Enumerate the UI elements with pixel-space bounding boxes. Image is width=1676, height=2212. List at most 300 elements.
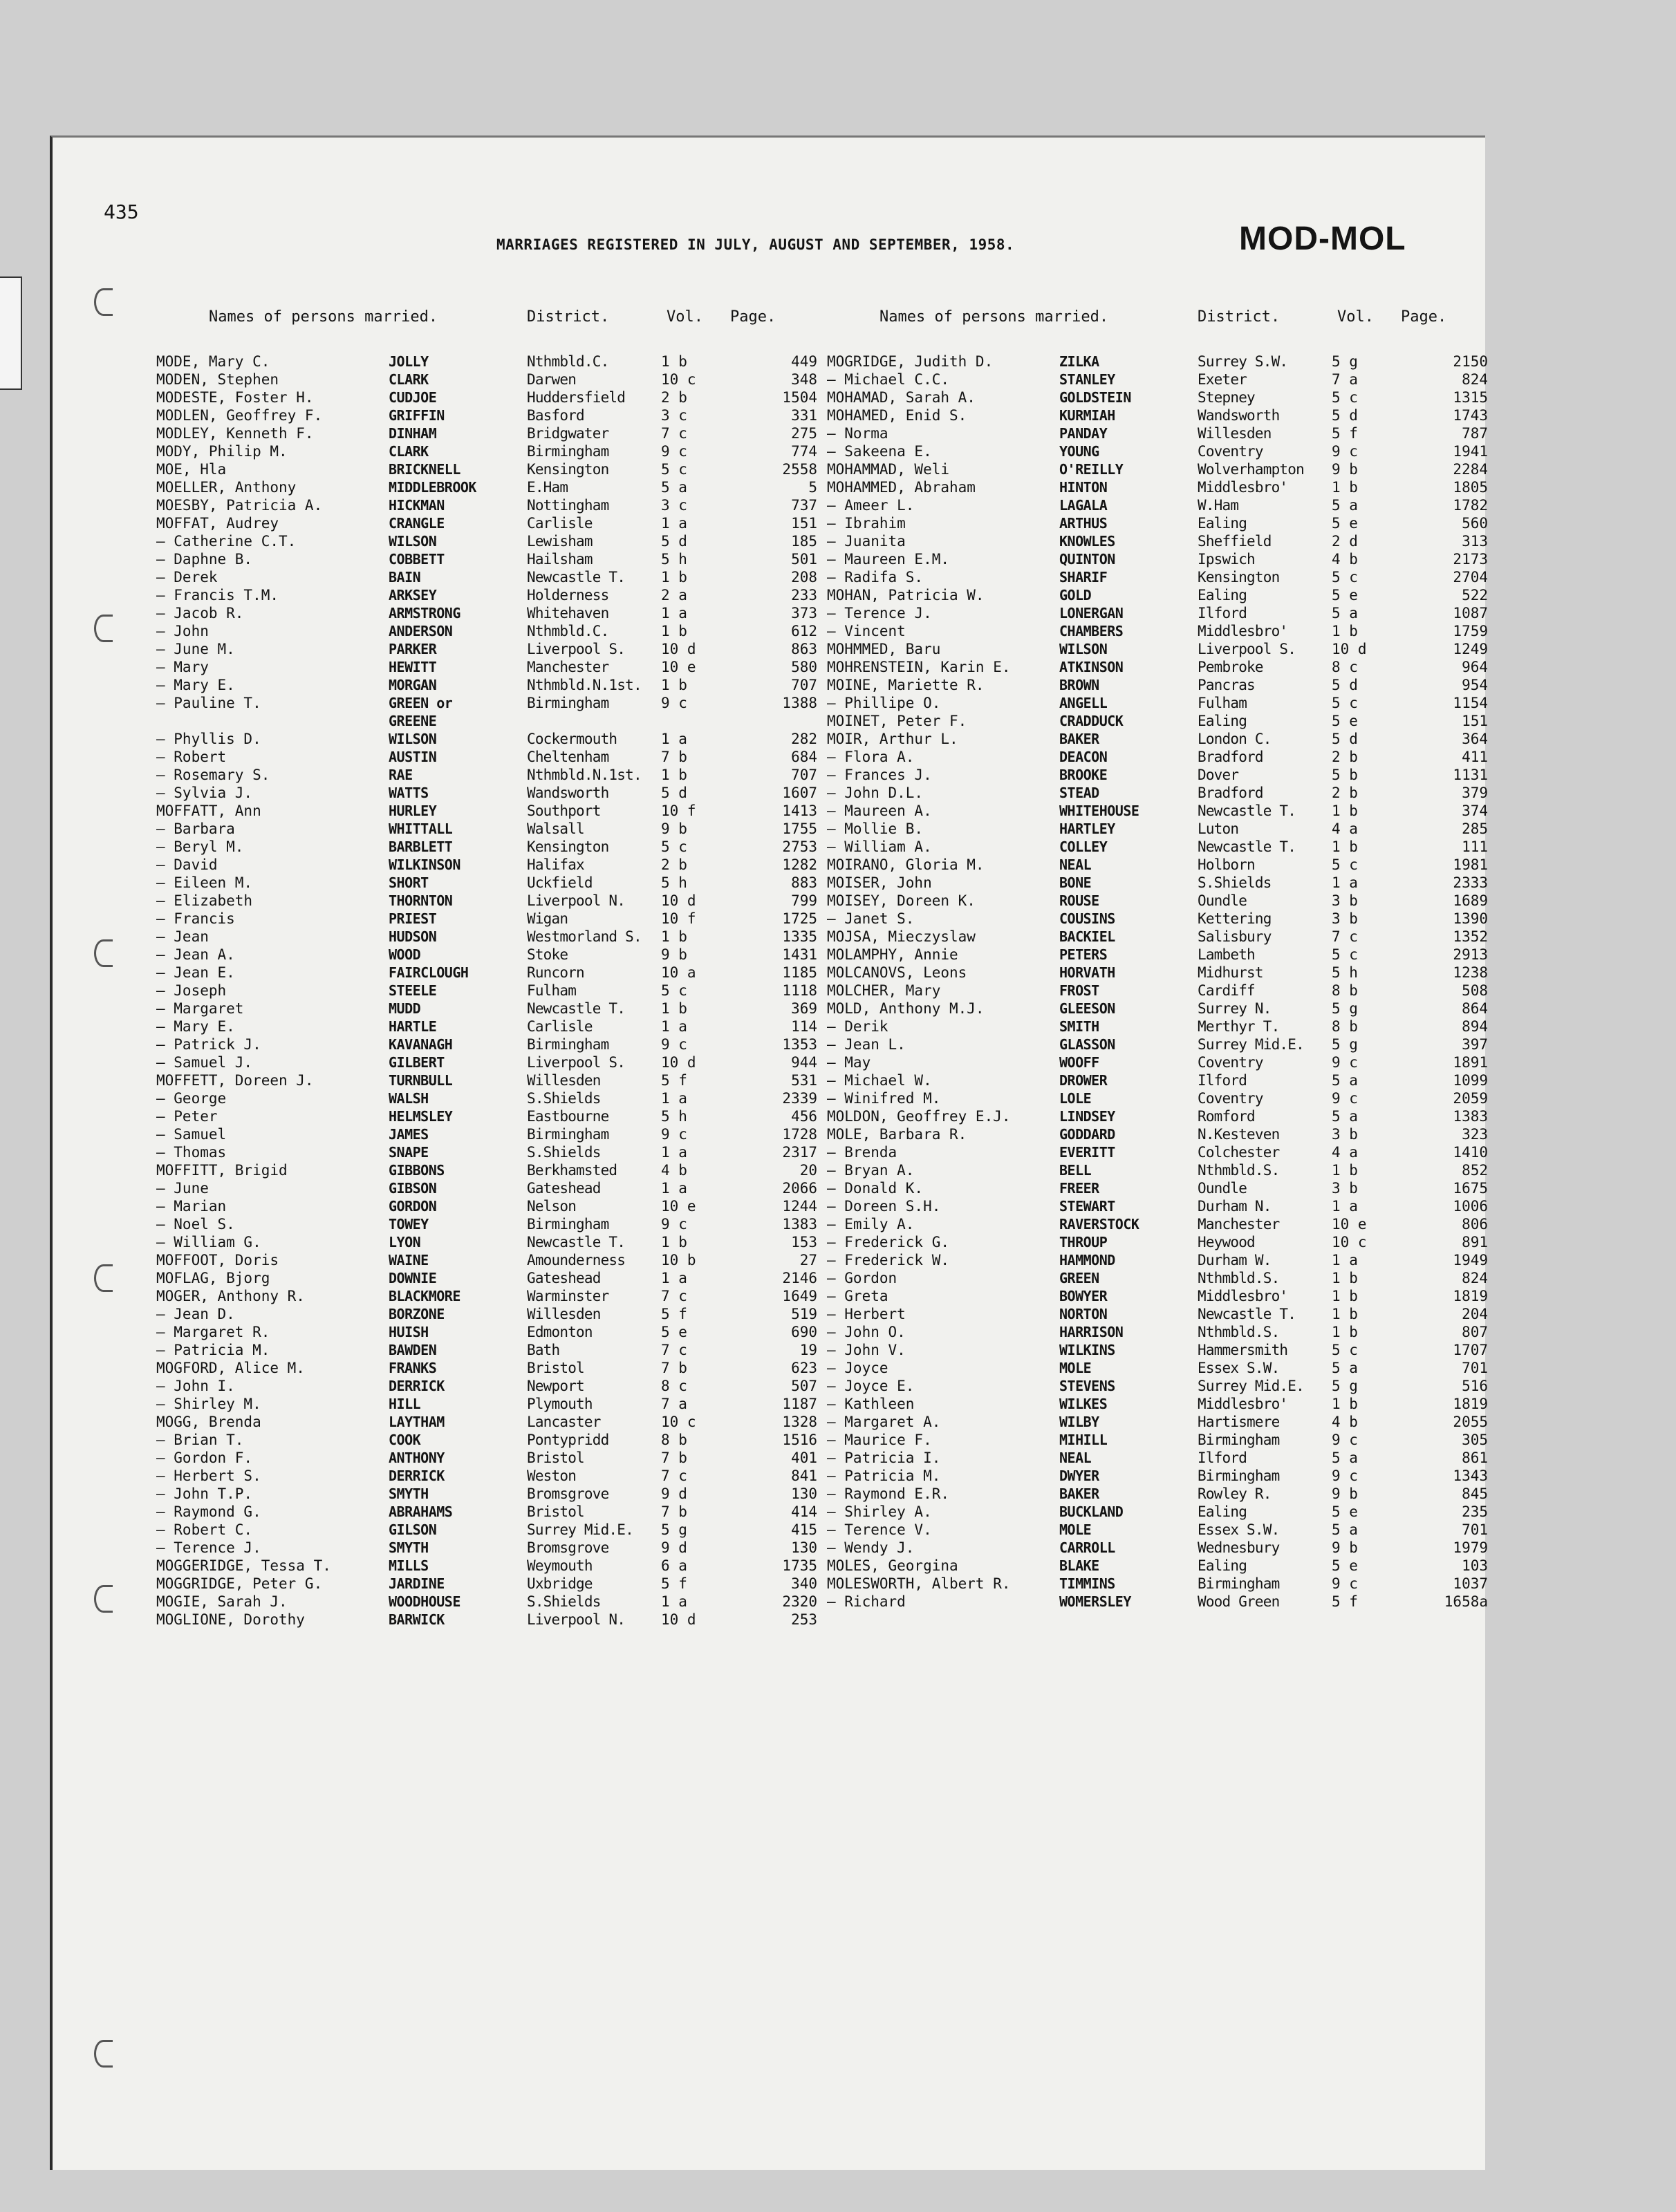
entry-spouse-surname: DERRICK: [389, 1468, 445, 1484]
entry-district: Rowley R.: [1198, 1485, 1272, 1502]
entry-row: [156, 1233, 820, 1251]
entry-row: [156, 496, 820, 514]
entry-district: Coventry: [1198, 443, 1263, 460]
entry-spouse-surname: ANGELL: [1059, 695, 1108, 711]
entry-spouse-surname: JAMES: [389, 1126, 429, 1143]
entry-name: — Pauline T.: [156, 695, 261, 711]
entry-volume: 9 c: [1332, 1575, 1358, 1592]
entry-district: Ilford: [1198, 1450, 1247, 1466]
entry-name: MOFFATT, Ann: [156, 803, 261, 819]
entry-page: 2320: [782, 1593, 817, 1610]
entry-district: Manchester: [1198, 1216, 1280, 1232]
entry-row: [827, 1035, 1491, 1053]
entry-row: [156, 1215, 820, 1233]
entry-spouse-surname: COUSINS: [1059, 910, 1115, 927]
entry-district: Birmingham: [1198, 1468, 1280, 1484]
entry-volume: 5 h: [1332, 964, 1358, 981]
entry-page: 864: [1462, 1000, 1488, 1017]
entry-volume: 9 c: [661, 1126, 687, 1143]
entry-page: 1675: [1453, 1180, 1488, 1197]
entry-spouse-surname: BAWDEN: [389, 1342, 437, 1358]
entry-name: MOGGERIDGE, Tessa T.: [156, 1557, 331, 1574]
entry-page: 954: [1462, 677, 1488, 693]
entry-name: — John I.: [156, 1378, 235, 1394]
entry-volume: 10 a: [661, 964, 696, 981]
entry-row: [156, 1107, 820, 1125]
entry-row: [156, 442, 820, 460]
entry-volume: 5 f: [661, 1306, 687, 1322]
entry-district: Cockermouth: [527, 731, 617, 747]
entry-page: 282: [791, 731, 817, 747]
entry-row: [156, 658, 820, 676]
entry-page: 103: [1462, 1557, 1488, 1574]
entry-volume: 5 c: [661, 982, 687, 999]
entry-name: MOLCANOVS, Leons: [827, 964, 967, 981]
entry-spouse-surname: SHORT: [389, 874, 429, 891]
entry-volume: 5 b: [1332, 767, 1358, 783]
entry-district: Durham W.: [1198, 1252, 1272, 1268]
entry-volume: 1 b: [661, 353, 687, 370]
entry-volume: 5 f: [661, 1575, 687, 1592]
entry-page: 690: [791, 1324, 817, 1340]
entry-name: — Margaret R.: [156, 1324, 270, 1340]
entry-district: Hailsham: [527, 551, 593, 568]
entry-district: Romford: [1198, 1108, 1255, 1125]
entry-spouse-surname: BARWICK: [389, 1611, 445, 1628]
entry-page: 1390: [1453, 910, 1488, 927]
entry-district: Birmingham: [527, 695, 609, 711]
entry-district: Wigan: [527, 910, 568, 927]
entry-page: 1658a: [1444, 1593, 1488, 1610]
entry-page: 774: [791, 443, 817, 460]
entry-page: 130: [791, 1539, 817, 1556]
entry-page: 861: [1462, 1450, 1488, 1466]
entry-row: [156, 748, 820, 766]
entry-spouse-surname: HEWITT: [389, 659, 437, 675]
entry-spouse-surname: ANDERSON: [389, 623, 453, 639]
entry-name: MOLDON, Geoffrey E.J.: [827, 1108, 1011, 1125]
entry-volume: 1 b: [1332, 1306, 1358, 1322]
entry-page: 233: [791, 587, 817, 603]
entry-spouse-surname: O'REILLY: [1059, 461, 1124, 478]
entry-district: Birmingham: [527, 443, 609, 460]
entry-name: — Mollie B.: [827, 821, 924, 837]
entry-volume: 5 e: [661, 1324, 687, 1340]
entry-spouse-surname: PANDAY: [1059, 425, 1108, 442]
entry-volume: 1 b: [1332, 623, 1358, 639]
entry-row: [827, 496, 1491, 514]
entry-name: — Joyce: [827, 1360, 888, 1376]
entry-row: [156, 676, 820, 694]
entry-row: [156, 478, 820, 496]
entry-district: Darwen: [527, 371, 577, 388]
entry-volume: 5 c: [1332, 695, 1358, 711]
entry-volume: 7 c: [661, 1288, 687, 1304]
entry-row: [827, 946, 1491, 964]
entry-district: Birmingham: [527, 1036, 609, 1053]
entry-page: 894: [1462, 1018, 1488, 1035]
entry-district: Sheffield: [1198, 533, 1272, 550]
entry-district: Weston: [527, 1468, 577, 1484]
entry-spouse-surname: ZILKA: [1059, 353, 1099, 370]
entry-row: [156, 928, 820, 946]
entry-name: MOHAMED, Enid S.: [827, 407, 967, 424]
entry-district: Essex S.W.: [1198, 1360, 1280, 1376]
entry-name: — Ameer L.: [827, 497, 915, 514]
entry-spouse-surname: HAMMOND: [1059, 1252, 1115, 1268]
entry-row: [156, 1018, 820, 1035]
entry-spouse-surname: CHAMBERS: [1059, 623, 1124, 639]
entry-page: 1410: [1453, 1144, 1488, 1161]
entry-page: 1383: [782, 1216, 817, 1232]
entry-name: — Juanita: [827, 533, 906, 550]
entry-row: [156, 568, 820, 586]
entry-row: [156, 1413, 820, 1431]
entry-page: 824: [1462, 371, 1488, 388]
entry-spouse-surname: NORTON: [1059, 1306, 1108, 1322]
entry-page: 1099: [1453, 1072, 1488, 1089]
entry-name: — Patricia I.: [827, 1450, 941, 1466]
entry-spouse-surname: FAIRCLOUGH: [389, 964, 469, 981]
entry-district: Kettering: [1198, 910, 1272, 927]
entry-page: 737: [791, 497, 817, 514]
entry-district: Midhurst: [1198, 964, 1263, 981]
entry-row: [827, 874, 1491, 892]
entry-volume: 5 c: [661, 838, 687, 855]
entry-page: 1819: [1453, 1396, 1488, 1412]
entry-volume: 10 c: [661, 1414, 696, 1430]
entry-name: — Vincent: [827, 623, 906, 639]
entry-district: Ipswich: [1198, 551, 1255, 568]
entry-spouse-surname: GORDON: [389, 1198, 437, 1215]
entry-page: 845: [1462, 1485, 1488, 1502]
entry-volume: 10 d: [1332, 641, 1367, 657]
entry-district: Willesden: [1198, 425, 1272, 442]
entry-page: 1244: [782, 1198, 817, 1215]
entry-row: [156, 1359, 820, 1377]
entry-page: 1755: [782, 821, 817, 837]
entry-name: — William A.: [827, 838, 932, 855]
entry-district: N.Kesteven: [1198, 1126, 1280, 1143]
entry-page: 2913: [1453, 946, 1488, 963]
entry-volume: 7 c: [661, 1342, 687, 1358]
entry-row: [156, 874, 820, 892]
entry-name: — John T.P.: [156, 1485, 253, 1502]
entry-spouse-surname: LYON: [389, 1234, 421, 1250]
entry-volume: 2 b: [661, 856, 687, 873]
entry-volume: 5 a: [1332, 1108, 1358, 1125]
entry-row: [156, 1053, 820, 1071]
entry-spouse-surname: SMITH: [1059, 1018, 1099, 1035]
entry-row: [156, 1467, 820, 1485]
entry-spouse-surname: HUISH: [389, 1324, 429, 1340]
entry-row: [156, 712, 820, 730]
entry-row: [156, 1251, 820, 1269]
entry-page: 2173: [1453, 551, 1488, 568]
entry-volume: 10 d: [661, 1611, 696, 1628]
entry-district: Lancaster: [527, 1414, 601, 1430]
entry-spouse-surname: STEVENS: [1059, 1378, 1115, 1394]
entry-district: Ealing: [1198, 587, 1247, 603]
entry-district: Kensington: [527, 461, 609, 478]
entry-row: [156, 1179, 820, 1197]
entry-spouse-surname: NEAL: [1059, 856, 1092, 873]
entry-row: [827, 1125, 1491, 1143]
header-page: Page.: [730, 308, 776, 326]
entry-district: Exeter: [1198, 371, 1247, 388]
entry-spouse-surname: WILKINSON: [389, 856, 460, 873]
entry-volume: 5 e: [1332, 713, 1358, 729]
entry-spouse-surname: GILSON: [389, 1521, 437, 1538]
entry-page: 397: [1462, 1036, 1488, 1053]
entry-name: MOFFAT, Audrey: [156, 515, 279, 532]
punch-hole: [94, 615, 113, 642]
entry-district: Nthmbld.S.: [1198, 1162, 1280, 1179]
entry-name: MOFFOOT, Doris: [156, 1252, 279, 1268]
entry-row: [156, 640, 820, 658]
entry-row: [827, 1413, 1491, 1431]
entry-row: [156, 604, 820, 622]
entry-row: [827, 1305, 1491, 1323]
entry-name: — Doreen S.H.: [827, 1198, 941, 1215]
entry-spouse-surname: LINDSEY: [1059, 1108, 1115, 1125]
entry-row: [156, 856, 820, 874]
entry-spouse-surname: THROUP: [1059, 1234, 1108, 1250]
entry-page: 1759: [1453, 623, 1488, 639]
entry-page: 411: [1462, 749, 1488, 765]
scan-edge-tab: [0, 276, 22, 390]
entry-district: Newcastle T.: [1198, 803, 1296, 819]
entry-spouse-surname: KURMIAH: [1059, 407, 1115, 424]
entry-name: MODY, Philip M.: [156, 443, 288, 460]
entry-page: 1335: [782, 928, 817, 945]
entry-district: Cardiff: [1198, 982, 1255, 999]
entry-page: 2704: [1453, 569, 1488, 585]
entry-name: — Phillipe O.: [827, 695, 941, 711]
entry-row: [827, 1251, 1491, 1269]
entry-name: — Daphne B.: [156, 551, 253, 568]
entry-name: — May: [827, 1054, 871, 1071]
entry-spouse-surname: WOODHOUSE: [389, 1593, 460, 1610]
entry-district: Weymouth: [527, 1557, 593, 1574]
entry-name: — Maureen A.: [827, 803, 932, 819]
entry-spouse-surname: HILL: [389, 1396, 421, 1412]
entry-page: 883: [791, 874, 817, 891]
entry-page: 1282: [782, 856, 817, 873]
entry-page: 401: [791, 1450, 817, 1466]
entry-district: Wandsworth: [527, 785, 609, 801]
entry-page: 1154: [1453, 695, 1488, 711]
entry-district: Birmingham: [1198, 1432, 1280, 1448]
entry-spouse-surname: BAKER: [1059, 731, 1099, 747]
entry-row: [827, 406, 1491, 424]
entry-page: 151: [791, 515, 817, 532]
entry-volume: 4 a: [1332, 1144, 1358, 1161]
entry-spouse-surname: WILKINS: [1059, 1342, 1115, 1358]
entry-district: Hartismere: [1198, 1414, 1280, 1430]
entry-page: 707: [791, 767, 817, 783]
entry-name: — Brenda: [827, 1144, 897, 1161]
entry-name: MOLESWORTH, Albert R.: [827, 1575, 1011, 1592]
entry-name: — Donald K.: [827, 1180, 924, 1197]
entry-spouse-surname: SMYTH: [389, 1539, 429, 1556]
entry-row: [156, 586, 820, 604]
entry-row: [156, 838, 820, 856]
entry-spouse-surname: GREEN or: [389, 695, 453, 711]
entry-row: [156, 532, 820, 550]
entry-district: S.Shields: [527, 1593, 601, 1610]
entry-row: [156, 1287, 820, 1305]
entry-page: 1087: [1453, 605, 1488, 621]
entry-volume: 5 h: [661, 551, 687, 568]
entry-row: [827, 1000, 1491, 1018]
entry-district: Birmingham: [527, 1216, 609, 1232]
entry-volume: 5 c: [1332, 946, 1358, 963]
entry-page: 151: [1462, 713, 1488, 729]
entry-name: — Jean L.: [827, 1036, 906, 1053]
entry-district: Eastbourne: [527, 1108, 609, 1125]
entry-spouse-surname: LOLE: [1059, 1090, 1092, 1107]
entry-volume: 5 d: [1332, 731, 1358, 747]
entry-district: Manchester: [527, 659, 609, 675]
entry-spouse-surname: KNOWLES: [1059, 533, 1115, 550]
entry-row: [156, 1305, 820, 1323]
entry-row: [156, 353, 820, 371]
entry-page: 807: [1462, 1324, 1488, 1340]
entry-page: 1941: [1453, 443, 1488, 460]
entry-name: — Shirley M.: [156, 1396, 261, 1412]
entry-district: Nthmbld.S.: [1198, 1324, 1280, 1340]
entry-spouse-surname: GIBSON: [389, 1180, 437, 1197]
entry-row: [827, 1575, 1491, 1593]
entry-district: Surrey S.W.: [1198, 353, 1288, 370]
entry-spouse-surname: RAE: [389, 767, 413, 783]
entry-row: [827, 1485, 1491, 1503]
entry-page: 379: [1462, 785, 1488, 801]
entry-spouse-surname: CLARK: [389, 443, 429, 460]
entry-spouse-surname: DOWNIE: [389, 1270, 437, 1286]
entry-district: Plymouth: [527, 1396, 593, 1412]
entry-name: MOLAMPHY, Annie: [827, 946, 958, 963]
entry-district: Middlesbro': [1198, 623, 1288, 639]
entry-row: [156, 964, 820, 982]
entry-spouse-surname: WILSON: [389, 731, 437, 747]
entry-row: [827, 712, 1491, 730]
entry-district: Middlesbro': [1198, 1288, 1288, 1304]
entry-row: [156, 1035, 820, 1053]
entry-spouse-surname: GREENE: [389, 713, 437, 729]
entry-row: [827, 1395, 1491, 1413]
entry-spouse-surname: SNAPE: [389, 1144, 429, 1161]
entry-volume: 3 b: [1332, 1180, 1358, 1197]
entry-volume: 9 c: [661, 1216, 687, 1232]
entry-name: — John D.L.: [827, 785, 924, 801]
entry-name: — William G.: [156, 1234, 261, 1250]
entry-name: — June: [156, 1180, 209, 1197]
entry-row: [156, 1557, 820, 1575]
entry-volume: 1 a: [661, 731, 687, 747]
entry-volume: 8 b: [1332, 982, 1358, 999]
entry-row: [156, 1503, 820, 1521]
entry-name: — Terence J.: [827, 605, 932, 621]
entry-page: 1343: [1453, 1468, 1488, 1484]
entry-spouse-surname: TURNBULL: [389, 1072, 453, 1089]
entry-volume: 9 c: [1332, 1432, 1358, 1448]
entry-row: [827, 964, 1491, 982]
entry-page: 208: [791, 569, 817, 585]
entry-row: [827, 1179, 1491, 1197]
entry-page: 1891: [1453, 1054, 1488, 1071]
entry-name: MOHAMMAD, Weli: [827, 461, 950, 478]
entry-page: 1037: [1453, 1575, 1488, 1592]
entry-district: Edmonton: [527, 1324, 593, 1340]
entry-name: — Maureen E.M.: [827, 551, 950, 568]
entry-row: [156, 910, 820, 928]
entry-district: Willesden: [527, 1072, 601, 1089]
entry-row: [827, 1089, 1491, 1107]
entry-row: [827, 838, 1491, 856]
entry-page: 519: [791, 1306, 817, 1322]
punch-hole: [94, 288, 113, 316]
entry-district: Runcorn: [527, 964, 584, 981]
entry-name: MOHRENSTEIN, Karin E.: [827, 659, 1011, 675]
entry-page: 1187: [782, 1396, 817, 1412]
entry-district: E.Ham: [527, 479, 568, 496]
entry-spouse-surname: BRICKNELL: [389, 461, 460, 478]
entry-volume: 1 b: [1332, 479, 1358, 496]
entry-page: 313: [1462, 533, 1488, 550]
entry-spouse-surname: STEWART: [1059, 1198, 1115, 1215]
entry-spouse-surname: FREER: [1059, 1180, 1099, 1197]
entry-spouse-surname: WOMERSLEY: [1059, 1593, 1131, 1610]
entry-name: — Maurice F.: [827, 1432, 932, 1448]
entry-spouse-surname: WILSON: [389, 533, 437, 550]
entry-volume: 5 d: [1332, 677, 1358, 693]
entry-row: [827, 1557, 1491, 1575]
entry-page: 373: [791, 605, 817, 621]
entry-spouse-surname: MIDDLEBROOK: [389, 479, 476, 496]
entry-volume: 5 a: [1332, 497, 1358, 514]
entry-page: 153: [791, 1234, 817, 1250]
entry-page: 1607: [782, 785, 817, 801]
entry-volume: 7 b: [661, 749, 687, 765]
entry-district: Gateshead: [527, 1270, 601, 1286]
entry-district: Stepney: [1198, 389, 1255, 406]
entry-row: [827, 1233, 1491, 1251]
punch-hole: [94, 2040, 113, 2068]
entry-row: [156, 424, 820, 442]
entry-volume: 1 a: [661, 515, 687, 532]
entry-name: — Rosemary S.: [156, 767, 270, 783]
entry-row: [827, 1143, 1491, 1161]
entry-spouse-surname: FROST: [1059, 982, 1099, 999]
entry-page: 560: [1462, 515, 1488, 532]
entry-volume: 1 a: [661, 1593, 687, 1610]
entry-district: Hammersmith: [1198, 1342, 1288, 1358]
entry-district: Amounderness: [527, 1252, 626, 1268]
entry-volume: 9 c: [661, 443, 687, 460]
entry-volume: 5 g: [1332, 1378, 1358, 1394]
entry-volume: 4 b: [661, 1162, 687, 1179]
entry-row: [827, 460, 1491, 478]
entry-page: 612: [791, 623, 817, 639]
entry-name: — John V.: [827, 1342, 906, 1358]
entry-name: — Jean E.: [156, 964, 235, 981]
entry-name: MODESTE, Foster H.: [156, 389, 314, 406]
entry-page: 1388: [782, 695, 817, 711]
entry-page: 501: [791, 551, 817, 568]
entry-district: Middlesbro': [1198, 479, 1288, 496]
